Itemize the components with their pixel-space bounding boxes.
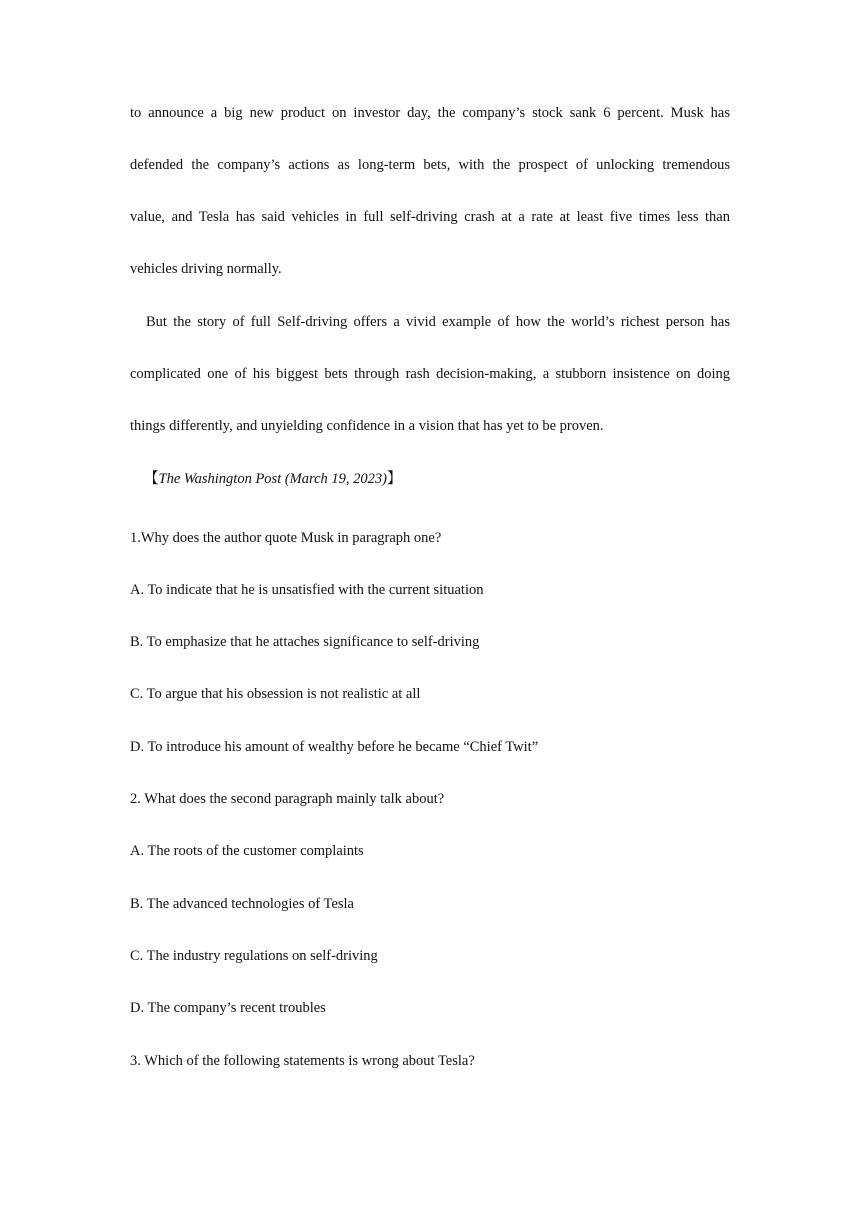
question-2-stem: 2. What does the second paragraph mainly talk about? bbox=[130, 791, 445, 807]
source-close-bracket: 】 bbox=[387, 471, 402, 487]
article-line-7: things differently, and unyielding confidence in a vision that has yet to be proven. bbox=[130, 418, 604, 434]
question-2-option-b: B. The advanced technologies of Tesla bbox=[130, 896, 354, 912]
question-2-option-d: D. The company’s recent troubles bbox=[130, 1000, 326, 1016]
question-1-option-b: B. To emphasize that he attaches significance to self-driving bbox=[130, 634, 480, 650]
question-1-stem: 1.Why does the author quote Musk in paragraph one? bbox=[130, 530, 442, 546]
source-text: The Washington Post (March 19, 2023) bbox=[158, 471, 388, 487]
question-2-option-c: C. The industry regulations on self-driving bbox=[130, 948, 378, 964]
question-2-option-a: A. The roots of the customer complaints bbox=[130, 843, 364, 859]
article-line-1: to announce a big new product on investor day, the company’s stock sank 6 percent. Musk has bbox=[130, 105, 730, 121]
question-1-option-a: A. To indicate that he is unsatisfied with the current situation bbox=[130, 582, 484, 598]
article-line-2: defended the company’s actions as long-term bets, with the prospect of unlocking tremendous bbox=[130, 157, 730, 173]
article-line-4: vehicles driving normally. bbox=[130, 261, 282, 277]
article-source bbox=[144, 469, 402, 489]
question-3-stem: 3. Which of the following statements is wrong about Tesla? bbox=[130, 1053, 475, 1069]
article-line-3: value, and Tesla has said vehicles in full self-driving crash at a rate at least five times less than bbox=[130, 209, 730, 225]
source-open-bracket: 【 bbox=[144, 471, 159, 487]
question-1-option-d: D. To introduce his amount of wealthy before he became “Chief Twit” bbox=[130, 739, 539, 755]
article-line-5: But the story of full Self-driving offers a vivid example of how the world’s richest person has bbox=[146, 314, 730, 330]
question-1-option-c: C. To argue that his obsession is not realistic at all bbox=[130, 686, 421, 702]
article-line-6: complicated one of his biggest bets through rash decision-making, a stubborn insistence on doing bbox=[130, 366, 730, 382]
